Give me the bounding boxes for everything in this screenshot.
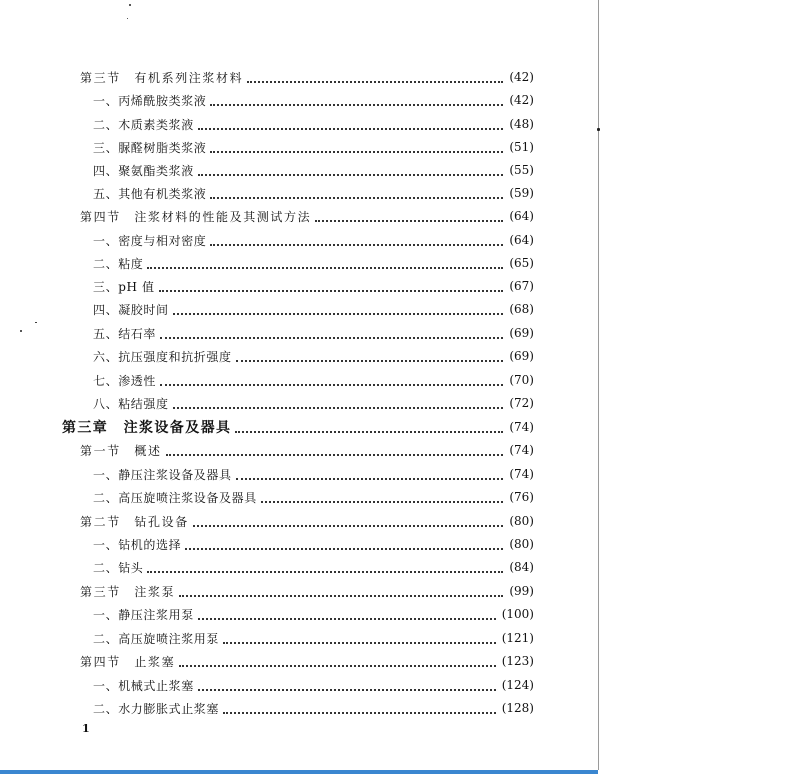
toc-entry-title: 一、丙烯酰胺类浆液 — [93, 93, 207, 108]
toc-entry-title: 第四节 注浆材料的性能及其测试方法 — [80, 209, 312, 224]
dot-leader — [193, 524, 504, 527]
toc-entry-page: (67) — [509, 279, 534, 293]
toc-entry — [0, 627, 598, 649]
dot-leader — [210, 243, 503, 246]
toc-entry-title: 二、钻头 — [93, 560, 144, 575]
dot-leader — [173, 312, 504, 315]
toc-entry-page: (65) — [509, 256, 534, 270]
toc-entry-page: (128) — [501, 701, 534, 715]
toc-entry-title: 一、密度与相对密度 — [93, 233, 207, 248]
dot-leader — [210, 150, 503, 153]
toc-entry-title: 二、粘度 — [93, 256, 144, 271]
toc-entry — [0, 182, 598, 204]
toc-entry — [0, 113, 598, 135]
toc-entry-title: 六、抗压强度和抗折强度 — [93, 349, 232, 364]
dot-leader — [315, 219, 503, 222]
toc-entry-title: 八、粘结强度 — [93, 396, 169, 411]
toc-entry — [0, 674, 598, 696]
toc-entry-page: (64) — [509, 209, 534, 223]
dot-leader — [261, 500, 504, 503]
toc-chapter-entry — [0, 416, 598, 438]
toc-entry-title: 五、其他有机类浆液 — [93, 186, 207, 201]
scan-speck — [597, 128, 600, 131]
bottom-border — [0, 770, 598, 774]
dot-leader — [247, 80, 503, 83]
dot-leader — [173, 406, 504, 409]
toc-entry-page: (123) — [501, 654, 534, 668]
toc-entry-title: 第二节 钻孔设备 — [80, 514, 189, 529]
toc-entry — [0, 252, 598, 274]
toc-entry — [0, 697, 598, 719]
toc-entry — [0, 345, 598, 367]
toc-entry-page: (68) — [509, 302, 534, 316]
scan-speck — [35, 322, 37, 323]
dot-leader — [198, 617, 496, 620]
toc-entry-title: 二、木质素类浆液 — [93, 117, 194, 132]
toc-entry-page: (69) — [509, 326, 534, 340]
scan-speck — [127, 18, 128, 19]
toc-entry — [0, 159, 598, 181]
dot-leader — [236, 359, 504, 362]
toc-entry — [0, 580, 598, 602]
toc-entry-page: (74) — [509, 420, 534, 434]
dot-leader — [160, 336, 503, 339]
toc-entry-title: 第三节 有机系列注浆材料 — [80, 70, 244, 85]
toc-entry — [0, 322, 598, 344]
toc-entry-page: (69) — [509, 349, 534, 363]
toc-entry — [0, 439, 598, 461]
dot-leader — [185, 547, 503, 550]
toc-entry — [0, 556, 598, 578]
dot-leader — [210, 196, 503, 199]
toc-entry-page: (76) — [509, 490, 534, 504]
toc-entry-title: 一、静压注浆设备及器具 — [93, 467, 232, 482]
toc-entry-page: (48) — [509, 117, 534, 131]
toc-entry-page: (84) — [509, 560, 534, 574]
toc-entry-page: (42) — [509, 93, 534, 107]
toc-entry — [0, 463, 598, 485]
toc-entry-page: (99) — [509, 584, 534, 598]
scan-speck — [129, 4, 131, 6]
toc-entry-title: 第三节 注浆泵 — [80, 584, 176, 599]
toc-entry-title: 五、结石率 — [93, 326, 157, 341]
toc-entry — [0, 66, 598, 88]
toc-entry — [0, 205, 598, 227]
toc-entry-title: 二、高压旋喷注浆用泵 — [93, 631, 220, 646]
toc-entry — [0, 650, 598, 672]
toc-entry-page: (124) — [501, 678, 534, 692]
dot-leader — [198, 127, 504, 130]
page-number-marker: 1 — [82, 722, 90, 735]
toc-entry-page: (70) — [509, 373, 534, 387]
toc-entry-page: (59) — [509, 186, 534, 200]
toc-entry — [0, 533, 598, 555]
toc-entry-page: (74) — [509, 467, 534, 481]
toc-entry-title: 三、pH 值 — [93, 279, 155, 294]
toc-entry — [0, 603, 598, 625]
toc-entry-page: (80) — [509, 537, 534, 551]
toc-entry — [0, 275, 598, 297]
toc-entry-title: 四、凝胶时间 — [93, 302, 169, 317]
toc-entry-title: 一、机械式止浆塞 — [93, 678, 194, 693]
dot-leader — [198, 688, 496, 691]
toc-entry-title: 七、渗透性 — [93, 373, 157, 388]
toc-entry-title: 第四节 止浆塞 — [80, 654, 176, 669]
dot-leader — [198, 173, 504, 176]
toc-chapter-title: 第三章 注浆设备及器具 — [62, 420, 232, 436]
dot-leader — [147, 266, 503, 269]
dot-leader — [223, 641, 496, 644]
toc-entry-title: 一、静压注浆用泵 — [93, 607, 194, 622]
toc-entry-page: (51) — [509, 140, 534, 154]
toc-entry — [0, 89, 598, 111]
dot-leader — [179, 664, 496, 667]
toc-entry-title: 第一节 概述 — [80, 443, 162, 458]
toc-entry-page: (72) — [509, 396, 534, 410]
dot-leader — [147, 570, 503, 573]
toc-entry — [0, 298, 598, 320]
toc-entry-page: (64) — [509, 233, 534, 247]
toc-entry-title: 一、钻机的选择 — [93, 537, 182, 552]
dot-leader — [159, 289, 504, 292]
toc-entry-page: (74) — [509, 443, 534, 457]
toc-entry — [0, 486, 598, 508]
toc-entry-title: 三、脲醛树脂类浆液 — [93, 140, 207, 155]
toc-entry — [0, 510, 598, 532]
toc-entry — [0, 392, 598, 414]
toc-entry — [0, 229, 598, 251]
dot-leader — [160, 383, 503, 386]
toc-entry — [0, 369, 598, 391]
toc-entry-title: 四、聚氨酯类浆液 — [93, 163, 194, 178]
toc-entry-page: (100) — [501, 607, 534, 621]
toc-entry-page: (42) — [509, 70, 534, 84]
toc-entry-title: 二、高压旋喷注浆设备及器具 — [93, 490, 257, 505]
dot-leader — [166, 453, 504, 456]
toc-entry — [0, 136, 598, 158]
dot-leader — [210, 103, 503, 106]
toc-entry-page: (121) — [501, 631, 534, 645]
toc-entry-title: 二、水力膨胀式止浆塞 — [93, 701, 220, 716]
dot-leader — [223, 711, 496, 714]
toc-entry-page: (55) — [509, 163, 534, 177]
toc-entry-page: (80) — [509, 514, 534, 528]
scan-speck — [20, 330, 22, 332]
dot-leader — [235, 430, 503, 433]
dot-leader — [179, 594, 503, 597]
dot-leader — [236, 477, 504, 480]
